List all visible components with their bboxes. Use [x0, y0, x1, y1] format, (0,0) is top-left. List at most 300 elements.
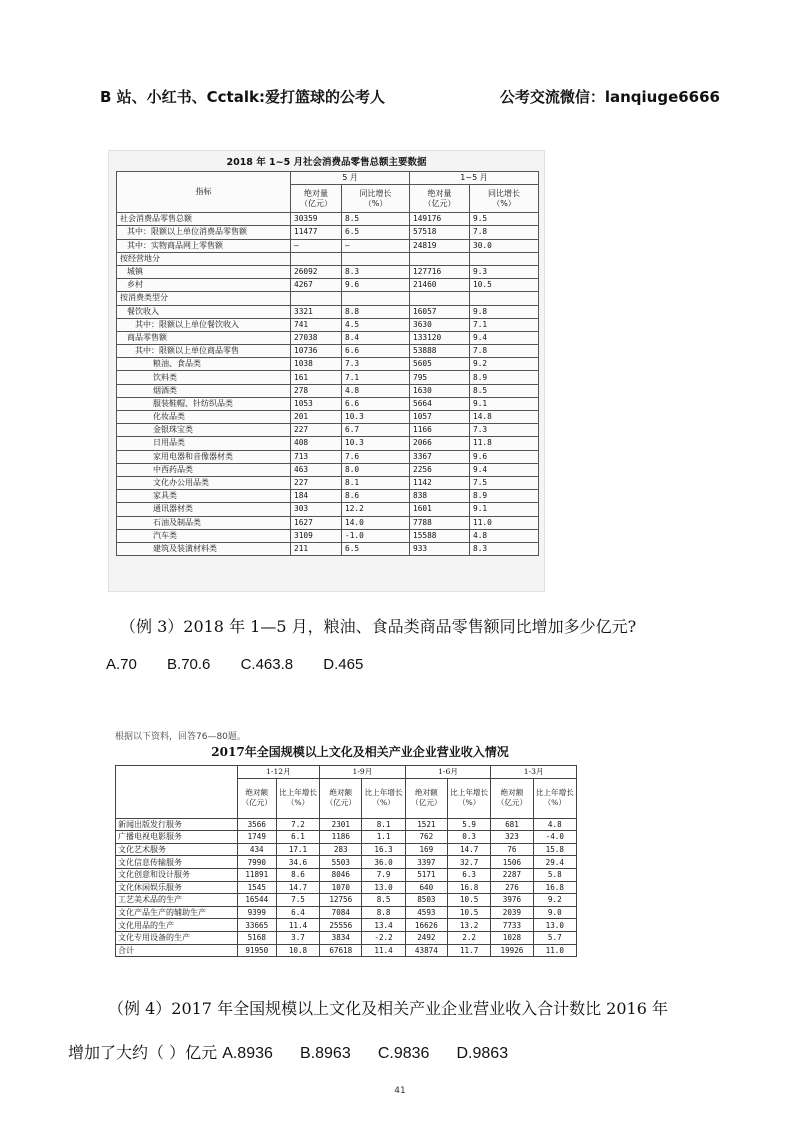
- row-label: 家用电器和音像器材类: [117, 450, 291, 463]
- cell-value: 16057: [410, 305, 470, 318]
- row-label: 其中：实物商品网上零售额: [117, 239, 291, 252]
- header-abs: 绝对额（亿元）: [320, 778, 362, 818]
- culture-table-body: [116, 818, 577, 957]
- cell-value: 3976: [491, 894, 533, 907]
- cell-value: 15.8: [533, 843, 576, 856]
- cell-value: 36.0: [362, 856, 405, 869]
- cell-value: —: [342, 239, 410, 252]
- cell-value: 1142: [410, 476, 470, 489]
- cell-value: 434: [237, 843, 276, 856]
- table-row: [117, 397, 539, 410]
- cell-value: 5168: [237, 931, 276, 944]
- culture-table: [115, 765, 577, 957]
- cell-value: 12756: [320, 894, 362, 907]
- row-label: 汽车类: [117, 529, 291, 542]
- option-b: B.70.6: [167, 656, 211, 673]
- period-header: 1-6月: [405, 766, 491, 779]
- row-label: 日用品类: [117, 437, 291, 450]
- table-row: [116, 906, 577, 919]
- cell-value: 9.2: [533, 894, 576, 907]
- cell-value: 13.0: [362, 881, 405, 894]
- cell-value: 11.8: [470, 437, 539, 450]
- table-row: [116, 818, 577, 831]
- cell-value: 149176: [410, 213, 470, 226]
- cell-value: 1053: [291, 397, 342, 410]
- row-label: 金银珠宝类: [117, 424, 291, 437]
- cell-value: [470, 292, 539, 305]
- cell-value: 8.9: [470, 490, 539, 503]
- header-left-text: B 站、小红书、Cctalk:爱打篮球的公考人: [100, 88, 385, 106]
- cell-value: [342, 252, 410, 265]
- option-b: B.8963: [300, 1045, 351, 1062]
- cell-value: 7.9: [362, 868, 405, 881]
- cell-value: 27038: [291, 331, 342, 344]
- cell-value: 9.1: [470, 503, 539, 516]
- option-c: C.9836: [377, 1045, 430, 1062]
- table-row: [117, 529, 539, 542]
- cell-value: 5605: [410, 358, 470, 371]
- cell-value: 5.9: [447, 818, 490, 831]
- cell-value: 8.1: [342, 476, 410, 489]
- cell-value: 227: [291, 476, 342, 489]
- cell-value: 7.3: [342, 358, 410, 371]
- row-label: 其中：限额以上单位商品零售: [117, 345, 291, 358]
- cell-value: 713: [291, 450, 342, 463]
- cell-value: 43874: [405, 944, 447, 957]
- cell-value: 1166: [410, 424, 470, 437]
- header-abs: 绝对额（亿元）: [405, 778, 447, 818]
- row-label: 合计: [116, 944, 238, 957]
- row-label: 其中：限额以上单位餐饮收入: [117, 318, 291, 331]
- cell-value: 1601: [410, 503, 470, 516]
- table-row: [116, 919, 577, 932]
- cell-value: 34.6: [276, 856, 319, 869]
- cell-value: 8.5: [470, 384, 539, 397]
- cell-value: 10.3: [342, 411, 410, 424]
- cell-value: 14.0: [342, 516, 410, 529]
- cell-value: 1630: [410, 384, 470, 397]
- cell-value: 16.8: [533, 881, 576, 894]
- cell-value: 838: [410, 490, 470, 503]
- row-label: 文化办公用品类: [117, 476, 291, 489]
- row-label: 文化用品的生产: [116, 919, 238, 932]
- table-row: [117, 463, 539, 476]
- cell-value: 3367: [410, 450, 470, 463]
- cell-value: 5.7: [533, 931, 576, 944]
- cell-value: 11477: [291, 226, 342, 239]
- row-label: 文化专用设备的生产: [116, 931, 238, 944]
- row-label: 广播电视电影服务: [116, 831, 238, 844]
- cell-value: 7.5: [276, 894, 319, 907]
- header-abs: 绝对额（亿元）: [237, 778, 276, 818]
- cell-value: 1545: [237, 881, 276, 894]
- header-abs: 绝对额（亿元）: [491, 778, 533, 818]
- row-label: 粮油、食品类: [117, 358, 291, 371]
- question-4-prefix: 增加了大约（ ）亿元: [68, 1043, 218, 1062]
- header-yoy: 同比增长 （%）: [342, 185, 410, 213]
- table-row: [117, 318, 539, 331]
- row-label: 文化艺术服务: [116, 843, 238, 856]
- cell-value: 2287: [491, 868, 533, 881]
- cell-value: 9.0: [533, 906, 576, 919]
- cell-value: 227: [291, 424, 342, 437]
- row-label: 乡村: [117, 279, 291, 292]
- cell-value: 161: [291, 371, 342, 384]
- table-row: [117, 424, 539, 437]
- table-row: [117, 450, 539, 463]
- question-3-options: [106, 656, 389, 673]
- cell-value: 283: [320, 843, 362, 856]
- header-right-text: 公考交流微信：lanqiuge6666: [499, 88, 720, 106]
- row-label: 饮料类: [117, 371, 291, 384]
- cell-value: 8.3: [342, 265, 410, 278]
- cell-value: 6.4: [276, 906, 319, 919]
- cell-value: 5171: [405, 868, 447, 881]
- cell-value: 3397: [405, 856, 447, 869]
- table-row: [117, 226, 539, 239]
- cell-value: 11891: [237, 868, 276, 881]
- cell-value: 12.2: [342, 503, 410, 516]
- cell-value: 13.0: [533, 919, 576, 932]
- cell-value: 11.4: [362, 944, 405, 957]
- row-label: 餐饮收入: [117, 305, 291, 318]
- cell-value: 7.1: [342, 371, 410, 384]
- cell-value: 1038: [291, 358, 342, 371]
- cell-value: 10.5: [447, 894, 490, 907]
- table-row: [116, 856, 577, 869]
- cell-value: 24819: [410, 239, 470, 252]
- row-label: 服装鞋帽、针纺织品类: [117, 397, 291, 410]
- table-row: [117, 252, 539, 265]
- cell-value: 8.1: [362, 818, 405, 831]
- cell-value: 16626: [405, 919, 447, 932]
- cell-value: 8.5: [342, 213, 410, 226]
- cell-value: 17.1: [276, 843, 319, 856]
- header-growth: 比上年增长（%）: [447, 778, 490, 818]
- cell-value: 6.1: [276, 831, 319, 844]
- page-number: 41: [394, 1086, 406, 1096]
- cell-value: 8.6: [342, 490, 410, 503]
- cell-value: 9.1: [470, 397, 539, 410]
- cell-value: 0.3: [447, 831, 490, 844]
- header-growth: 比上年增长（%）: [276, 778, 319, 818]
- cell-value: 8503: [405, 894, 447, 907]
- cell-value: 681: [491, 818, 533, 831]
- cell-value: 10.5: [447, 906, 490, 919]
- cell-value: 7.3: [470, 424, 539, 437]
- table-row: [116, 944, 577, 957]
- row-label: 商品零售额: [117, 331, 291, 344]
- option-a: A.8936: [222, 1045, 273, 1062]
- row-label: 石油及制品类: [117, 516, 291, 529]
- cell-value: 1057: [410, 411, 470, 424]
- cell-value: [291, 252, 342, 265]
- table-row: [117, 358, 539, 371]
- cell-value: 323: [491, 831, 533, 844]
- cell-value: 762: [405, 831, 447, 844]
- table-row: [117, 305, 539, 318]
- cell-value: 8.4: [342, 331, 410, 344]
- cell-value: 211: [291, 542, 342, 555]
- table-row: [117, 411, 539, 424]
- cell-value: 10.3: [342, 437, 410, 450]
- table-row: [117, 292, 539, 305]
- cell-value: 9.4: [470, 463, 539, 476]
- table-row: [117, 345, 539, 358]
- row-label: 其中：限额以上单位消费品零售额: [117, 226, 291, 239]
- cell-value: 25556: [320, 919, 362, 932]
- cell-value: 14.8: [470, 411, 539, 424]
- cell-value: 1028: [491, 931, 533, 944]
- cell-value: 8.6: [276, 868, 319, 881]
- retail-table-image: [108, 150, 545, 592]
- row-label: 烟酒类: [117, 384, 291, 397]
- cell-value: 11.7: [447, 944, 490, 957]
- table2-note: 根据以下资料，回答76—80题。: [115, 732, 246, 742]
- cell-value: 16.3: [362, 843, 405, 856]
- cell-value: 57518: [410, 226, 470, 239]
- cell-value: 7788: [410, 516, 470, 529]
- cell-value: -2.2: [362, 931, 405, 944]
- period-header: 1-12月: [237, 766, 319, 779]
- cell-value: 7733: [491, 919, 533, 932]
- cell-value: 8046: [320, 868, 362, 881]
- option-c: C.463.8: [240, 656, 294, 673]
- cell-value: 11.4: [276, 919, 319, 932]
- table-row: [116, 868, 577, 881]
- cell-value: 14.7: [447, 843, 490, 856]
- header-growth: 比上年增长（%）: [533, 778, 576, 818]
- row-label: 通讯器材类: [117, 503, 291, 516]
- cell-value: 127716: [410, 265, 470, 278]
- cell-value: 169: [405, 843, 447, 856]
- row-label: 城镇: [117, 265, 291, 278]
- period-header: 1-3月: [491, 766, 577, 779]
- cell-value: 184: [291, 490, 342, 503]
- cell-value: 9.6: [470, 450, 539, 463]
- cell-value: 3321: [291, 305, 342, 318]
- cell-value: 2039: [491, 906, 533, 919]
- option-a: A.70: [106, 656, 137, 673]
- cell-value: 6.5: [342, 542, 410, 555]
- cell-value: 9.2: [470, 358, 539, 371]
- cell-value: 8.5: [362, 894, 405, 907]
- question-3: （例 3）2018 年 1—5 月，粮油、食品类商品零售额同比增加多少亿元?: [120, 617, 637, 636]
- table-row: [117, 476, 539, 489]
- cell-value: 1070: [320, 881, 362, 894]
- retail-table-body: [117, 213, 539, 556]
- table-row: [117, 371, 539, 384]
- retail-table-title: 2018 年 1~5 月社会消费品零售总额主要数据: [226, 157, 427, 168]
- row-label: 中西药品类: [117, 463, 291, 476]
- cell-value: 408: [291, 437, 342, 450]
- table-row: [117, 542, 539, 555]
- cell-value: 133120: [410, 331, 470, 344]
- cell-value: 6.6: [342, 397, 410, 410]
- header-yoy: 同比增长 （%）: [470, 185, 539, 213]
- cell-value: 7.8: [470, 345, 539, 358]
- row-label: 社会消费品零售总额: [117, 213, 291, 226]
- cell-value: 15588: [410, 529, 470, 542]
- culture-table-title: 2017年全国规模以上文化及相关产业企业营业收入情况: [211, 745, 509, 759]
- cell-value: 795: [410, 371, 470, 384]
- header-indicator: 指标: [117, 172, 291, 213]
- cell-value: 2256: [410, 463, 470, 476]
- cell-value: 7.2: [276, 818, 319, 831]
- cell-value: 3630: [410, 318, 470, 331]
- row-label: 文化创意和设计服务: [116, 868, 238, 881]
- cell-value: 16.8: [447, 881, 490, 894]
- question-4-line-1: （例 4）2017 年全国规模以上文化及相关产业企业营业收入合计数比 2016 年: [108, 999, 668, 1018]
- cell-value: 10.5: [470, 279, 539, 292]
- row-label: 文化休闲娱乐服务: [116, 881, 238, 894]
- row-label: 新闻出版发行服务: [116, 818, 238, 831]
- table-row: [117, 384, 539, 397]
- cell-value: 7.8: [470, 226, 539, 239]
- table-row: [116, 843, 577, 856]
- cell-value: 13.4: [362, 919, 405, 932]
- row-label: 化妆品类: [117, 411, 291, 424]
- cell-value: 8.8: [362, 906, 405, 919]
- cell-value: 7990: [237, 856, 276, 869]
- table-row: [116, 881, 577, 894]
- cell-value: 3109: [291, 529, 342, 542]
- cell-value: 8.8: [342, 305, 410, 318]
- cell-value: 1627: [291, 516, 342, 529]
- cell-value: 5664: [410, 397, 470, 410]
- cell-value: 9.5: [470, 213, 539, 226]
- cell-value: 76: [491, 843, 533, 856]
- cell-value: 26092: [291, 265, 342, 278]
- table-row: [117, 503, 539, 516]
- table-row: [117, 331, 539, 344]
- table-row: [117, 265, 539, 278]
- cell-value: 3566: [237, 818, 276, 831]
- cell-value: 91950: [237, 944, 276, 957]
- cell-value: 10736: [291, 345, 342, 358]
- cell-value: 10.8: [276, 944, 319, 957]
- cell-value: 16544: [237, 894, 276, 907]
- cell-value: 1186: [320, 831, 362, 844]
- cell-value: 9.3: [470, 265, 539, 278]
- table-row: [117, 279, 539, 292]
- cell-value: 3.7: [276, 931, 319, 944]
- cell-value: 30359: [291, 213, 342, 226]
- cell-value: 463: [291, 463, 342, 476]
- cell-value: 6.7: [342, 424, 410, 437]
- cell-value: 32.7: [447, 856, 490, 869]
- table-row: [116, 894, 577, 907]
- cell-value: 7084: [320, 906, 362, 919]
- cell-value: 13.2: [447, 919, 490, 932]
- cell-value: 9.4: [470, 331, 539, 344]
- cell-value: 14.7: [276, 881, 319, 894]
- cell-value: 33665: [237, 919, 276, 932]
- row-label: 家具类: [117, 490, 291, 503]
- cell-value: 30.0: [470, 239, 539, 252]
- cell-value: 4.8: [342, 384, 410, 397]
- cell-value: 8.9: [470, 371, 539, 384]
- cell-value: 5503: [320, 856, 362, 869]
- cell-value: 1.1: [362, 831, 405, 844]
- cell-value: 4267: [291, 279, 342, 292]
- cell-value: 11.0: [533, 944, 576, 957]
- cell-value: [470, 252, 539, 265]
- cell-value: -4.0: [533, 831, 576, 844]
- header-may: 5 月: [291, 172, 410, 185]
- cell-value: 7.6: [342, 450, 410, 463]
- header-abs: 绝对量 （亿元）: [410, 185, 470, 213]
- retail-table: [116, 171, 539, 556]
- cell-value: 19926: [491, 944, 533, 957]
- cell-value: 2492: [405, 931, 447, 944]
- cell-value: 8.0: [342, 463, 410, 476]
- cell-value: 1521: [405, 818, 447, 831]
- cell-value: 3834: [320, 931, 362, 944]
- table-row: [117, 490, 539, 503]
- cell-value: [342, 292, 410, 305]
- cell-value: 6.6: [342, 345, 410, 358]
- cell-value: 741: [291, 318, 342, 331]
- cell-value: 7.1: [470, 318, 539, 331]
- cell-value: 21460: [410, 279, 470, 292]
- cell-value: 2.2: [447, 931, 490, 944]
- row-label: 按经营地分: [117, 252, 291, 265]
- period-header: 1-9月: [320, 766, 406, 779]
- table-row: [117, 437, 539, 450]
- option-d: D.465: [323, 656, 364, 673]
- cell-value: 201: [291, 411, 342, 424]
- table-row: [117, 213, 539, 226]
- cell-value: 303: [291, 503, 342, 516]
- header-blank: [116, 766, 238, 819]
- table-row: [116, 931, 577, 944]
- cell-value: 8.3: [470, 542, 539, 555]
- cell-value: 29.4: [533, 856, 576, 869]
- cell-value: 6.5: [342, 226, 410, 239]
- option-d: D.9863: [456, 1045, 509, 1062]
- table-row: [116, 831, 577, 844]
- row-label: 工艺美术品的生产: [116, 894, 238, 907]
- cell-value: [410, 252, 470, 265]
- table-row: [117, 516, 539, 529]
- header-growth: 比上年增长（%）: [362, 778, 405, 818]
- header-abs: 绝对量 （亿元）: [291, 185, 342, 213]
- cell-value: 4.8: [470, 529, 539, 542]
- cell-value: 7.5: [470, 476, 539, 489]
- cell-value: 4593: [405, 906, 447, 919]
- cell-value: 11.0: [470, 516, 539, 529]
- cell-value: 276: [491, 881, 533, 894]
- row-label: 建筑及装潢材料类: [117, 542, 291, 555]
- cell-value: 9399: [237, 906, 276, 919]
- cell-value: 9.8: [470, 305, 539, 318]
- table-row: [117, 239, 539, 252]
- cell-value: 6.3: [447, 868, 490, 881]
- cell-value: [410, 292, 470, 305]
- cell-value: 9.6: [342, 279, 410, 292]
- row-label: 文化产品生产的辅助生产: [116, 906, 238, 919]
- cell-value: 2066: [410, 437, 470, 450]
- row-label: 按消费类型分: [117, 292, 291, 305]
- cell-value: —: [291, 239, 342, 252]
- cell-value: 2301: [320, 818, 362, 831]
- row-label: 文化信息传输服务: [116, 856, 238, 869]
- cell-value: 640: [405, 881, 447, 894]
- cell-value: 5.8: [533, 868, 576, 881]
- cell-value: 933: [410, 542, 470, 555]
- cell-value: 4.8: [533, 818, 576, 831]
